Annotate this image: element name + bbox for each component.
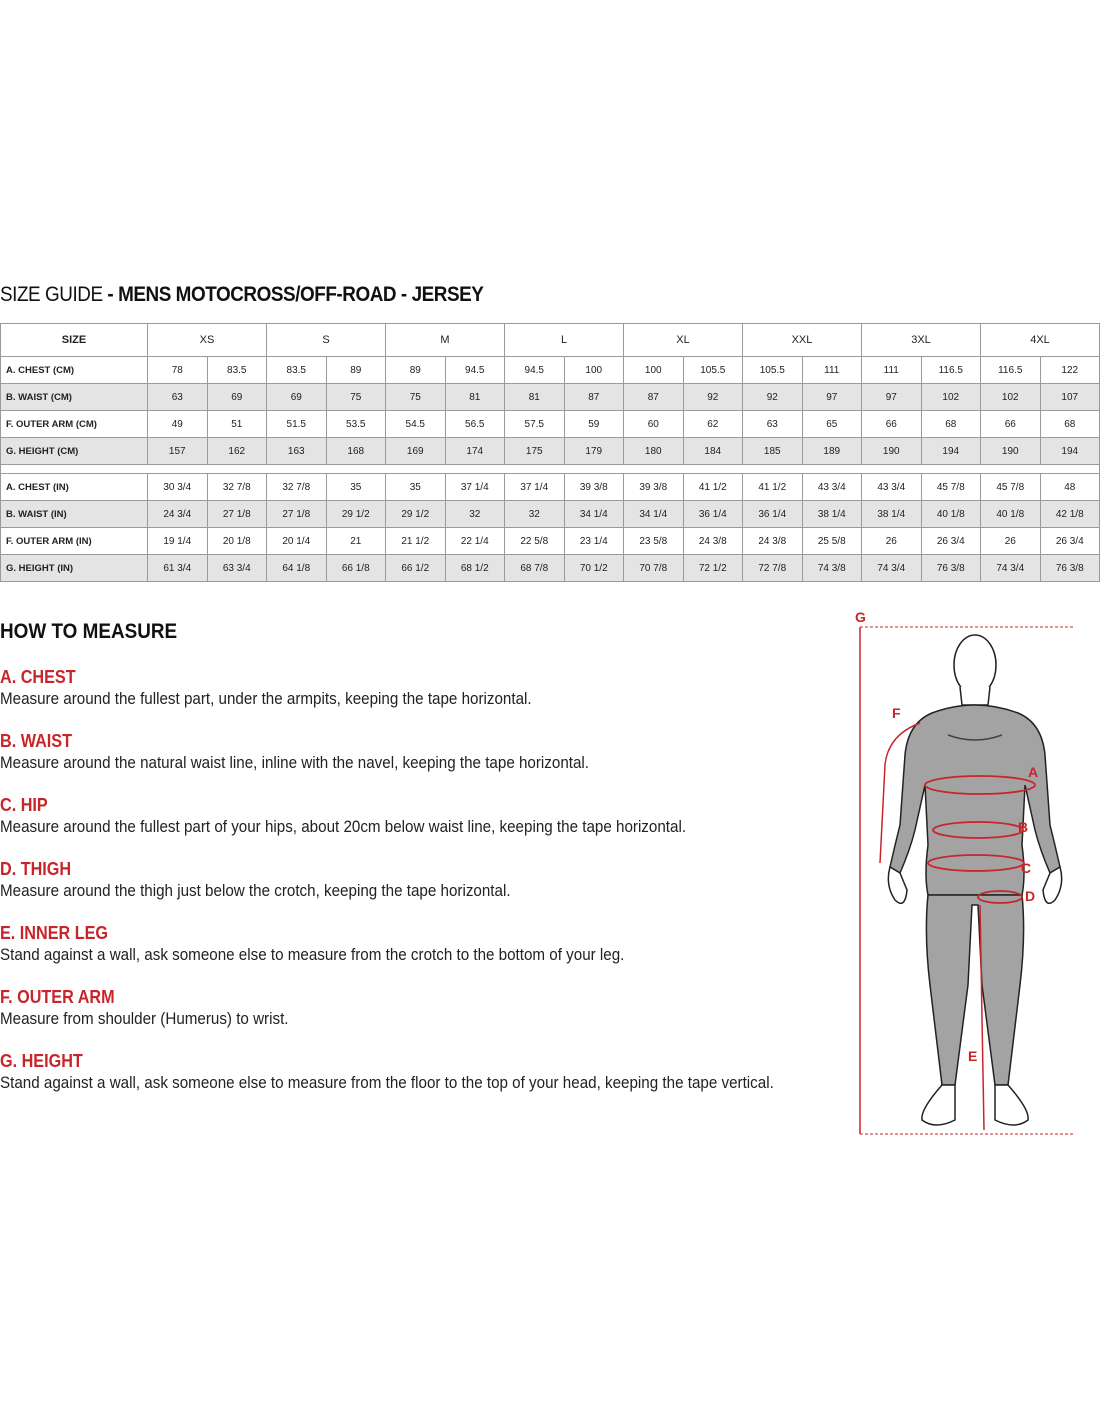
table-cell: 116.5 xyxy=(981,357,1041,384)
table-row xyxy=(1,384,1100,411)
spacer-cell xyxy=(1,465,1100,474)
title-prefix: SIZE GUIDE xyxy=(0,283,103,306)
table-cell: 62 xyxy=(683,411,743,438)
table-cell: 35 xyxy=(386,474,446,501)
table-cell: 32 7/8 xyxy=(207,474,267,501)
table-cell: 26 3/4 xyxy=(1040,528,1100,555)
table-cell: 102 xyxy=(921,384,981,411)
table-cell: 189 xyxy=(802,438,862,465)
measure-section-heading: D. THIGH xyxy=(0,859,72,879)
table-cell: 60 xyxy=(624,411,684,438)
table-row xyxy=(1,528,1100,555)
table-cell: 107 xyxy=(1040,384,1100,411)
table-cell: 38 1/4 xyxy=(802,501,862,528)
table-cell: 34 1/4 xyxy=(624,501,684,528)
row-label: A. CHEST (IN) xyxy=(1,474,148,501)
table-cell: 24 3/4 xyxy=(148,501,208,528)
table-cell: 32 xyxy=(445,501,505,528)
measure-section xyxy=(0,730,840,774)
table-cell: 63 3/4 xyxy=(207,555,267,582)
table-cell: 51.5 xyxy=(267,411,327,438)
table-cell: 157 xyxy=(148,438,208,465)
size-header-label: SIZE xyxy=(1,324,148,357)
table-cell: 105.5 xyxy=(743,357,803,384)
row-label: F. OUTER ARM (IN) xyxy=(1,528,148,555)
measure-section xyxy=(0,794,840,838)
table-cell: 87 xyxy=(564,384,624,411)
table-cell: 83.5 xyxy=(207,357,267,384)
table-cell: 37 1/4 xyxy=(505,474,565,501)
table-cell: 23 5/8 xyxy=(624,528,684,555)
table-cell: 66 xyxy=(862,411,922,438)
body-measurement-figure xyxy=(850,605,1100,1145)
table-cell: 87 xyxy=(624,384,684,411)
table-cell: 69 xyxy=(267,384,327,411)
table-cell: 78 xyxy=(148,357,208,384)
measure-section xyxy=(0,858,840,902)
table-cell: 29 1/2 xyxy=(386,501,446,528)
table-cell: 20 1/8 xyxy=(207,528,267,555)
table-cell: 68 1/2 xyxy=(445,555,505,582)
table-cell: 61 3/4 xyxy=(148,555,208,582)
table-row xyxy=(1,555,1100,582)
label-e: E xyxy=(968,1048,978,1064)
table-cell: 35 xyxy=(326,474,386,501)
table-cell: 184 xyxy=(683,438,743,465)
table-cell: 21 xyxy=(326,528,386,555)
table-cell: 32 xyxy=(505,501,565,528)
row-label: G. HEIGHT (CM) xyxy=(1,438,148,465)
table-row xyxy=(1,357,1100,384)
size-header-cell: S xyxy=(267,324,386,357)
table-cell: 37 1/4 xyxy=(445,474,505,501)
table-cell: 74 3/4 xyxy=(862,555,922,582)
table-cell: 174 xyxy=(445,438,505,465)
table-cell: 100 xyxy=(624,357,684,384)
row-label: B. WAIST (IN) xyxy=(1,501,148,528)
table-cell: 53.5 xyxy=(326,411,386,438)
table-cell: 194 xyxy=(921,438,981,465)
table-cell: 72 7/8 xyxy=(743,555,803,582)
table-cell: 92 xyxy=(743,384,803,411)
table-cell: 194 xyxy=(1040,438,1100,465)
table-cell: 122 xyxy=(1040,357,1100,384)
table-cell: 83.5 xyxy=(267,357,327,384)
table-cell: 89 xyxy=(386,357,446,384)
measure-section-description: Stand against a wall, ask someone else to measure from the floor to the top of your head, keeping the tape vertical. xyxy=(0,1074,774,1092)
label-f: F xyxy=(892,705,901,721)
table-cell: 68 xyxy=(1040,411,1100,438)
table-cell: 26 xyxy=(981,528,1041,555)
table-cell: 76 3/8 xyxy=(921,555,981,582)
table-cell: 97 xyxy=(802,384,862,411)
table-cell: 70 1/2 xyxy=(564,555,624,582)
table-cell: 57.5 xyxy=(505,411,565,438)
table-cell: 100 xyxy=(564,357,624,384)
table-cell: 111 xyxy=(802,357,862,384)
table-cell: 63 xyxy=(148,384,208,411)
table-cell: 54.5 xyxy=(386,411,446,438)
label-d: D xyxy=(1025,888,1036,904)
row-label: F. OUTER ARM (CM) xyxy=(1,411,148,438)
table-cell: 69 xyxy=(207,384,267,411)
table-row xyxy=(1,438,1100,465)
table-cell: 41 1/2 xyxy=(743,474,803,501)
table-row xyxy=(1,411,1100,438)
measure-section-heading: B. WAIST xyxy=(0,731,72,751)
measure-section-description: Measure around the thigh just below the crotch, keeping the tape horizontal. xyxy=(0,882,511,900)
table-cell: 111 xyxy=(862,357,922,384)
label-c: C xyxy=(1021,860,1032,876)
size-header-cell: L xyxy=(505,324,624,357)
page-title xyxy=(0,283,483,307)
measure-section-heading: E. INNER LEG xyxy=(0,923,109,943)
table-cell: 175 xyxy=(505,438,565,465)
table-cell: 42 1/8 xyxy=(1040,501,1100,528)
table-cell: 89 xyxy=(326,357,386,384)
table-cell: 30 3/4 xyxy=(148,474,208,501)
measure-section-heading: A. CHEST xyxy=(0,667,76,687)
table-cell: 163 xyxy=(267,438,327,465)
table-cell: 81 xyxy=(445,384,505,411)
size-header-cell: 4XL xyxy=(981,324,1100,357)
table-cell: 45 7/8 xyxy=(921,474,981,501)
table-cell: 190 xyxy=(981,438,1041,465)
table-cell: 75 xyxy=(326,384,386,411)
size-header-cell: XL xyxy=(624,324,743,357)
table-cell: 43 3/4 xyxy=(862,474,922,501)
table-cell: 27 1/8 xyxy=(267,501,327,528)
table-cell: 36 1/4 xyxy=(743,501,803,528)
measure-section-description: Stand against a wall, ask someone else to measure from the crotch to the bottom of your leg. xyxy=(0,946,625,964)
table-cell: 190 xyxy=(862,438,922,465)
table-cell: 102 xyxy=(981,384,1041,411)
label-b: B xyxy=(1018,819,1029,835)
size-header-cell: XS xyxy=(148,324,267,357)
table-cell: 22 1/4 xyxy=(445,528,505,555)
row-label: G. HEIGHT (IN) xyxy=(1,555,148,582)
table-cell: 64 1/8 xyxy=(267,555,327,582)
table-cell: 66 1/8 xyxy=(326,555,386,582)
table-cell: 185 xyxy=(743,438,803,465)
measure-section xyxy=(0,666,840,710)
table-cell: 25 5/8 xyxy=(802,528,862,555)
table-cell: 72 1/2 xyxy=(683,555,743,582)
table-cell: 116.5 xyxy=(921,357,981,384)
table-cell: 51 xyxy=(207,411,267,438)
table-cell: 40 1/8 xyxy=(921,501,981,528)
size-table-body xyxy=(1,357,1100,582)
table-cell: 63 xyxy=(743,411,803,438)
table-cell: 26 xyxy=(862,528,922,555)
measure-section-description: Measure around the fullest part, under the armpits, keeping the tape horizontal. xyxy=(0,690,532,708)
table-cell: 38 1/4 xyxy=(862,501,922,528)
table-cell: 68 7/8 xyxy=(505,555,565,582)
table-cell: 179 xyxy=(564,438,624,465)
table-cell: 32 7/8 xyxy=(267,474,327,501)
table-cell: 21 1/2 xyxy=(386,528,446,555)
table-cell: 43 3/4 xyxy=(802,474,862,501)
table-cell: 81 xyxy=(505,384,565,411)
label-a: A xyxy=(1028,764,1039,780)
measure-section-heading: C. HIP xyxy=(0,795,48,815)
how-to-measure-heading: HOW TO MEASURE xyxy=(0,620,178,643)
table-cell: 68 xyxy=(921,411,981,438)
table-cell: 74 3/4 xyxy=(981,555,1041,582)
table-cell: 27 1/8 xyxy=(207,501,267,528)
table-cell: 76 3/8 xyxy=(1040,555,1100,582)
measure-section xyxy=(0,922,840,966)
measure-section-description: Measure around the natural waist line, inline with the navel, keeping the tape horizontal. xyxy=(0,754,590,772)
table-cell: 24 3/8 xyxy=(683,528,743,555)
table-cell: 180 xyxy=(624,438,684,465)
row-label: B. WAIST (CM) xyxy=(1,384,148,411)
table-cell: 92 xyxy=(683,384,743,411)
table-row xyxy=(1,474,1100,501)
table-cell: 94.5 xyxy=(445,357,505,384)
size-header-cell: 3XL xyxy=(862,324,981,357)
measure-section xyxy=(0,986,840,1030)
size-table xyxy=(0,323,1100,582)
table-spacer-row xyxy=(1,465,1100,474)
table-cell: 66 xyxy=(981,411,1041,438)
size-header-cell: XXL xyxy=(743,324,862,357)
measure-section-description: Measure from shoulder (Humerus) to wrist. xyxy=(0,1010,289,1028)
title-main: - MENS MOTOCROSS/OFF-ROAD - JERSEY xyxy=(102,283,484,306)
measure-section-description: Measure around the fullest part of your hips, about 20cm below waist line, keeping the tape horizontal. xyxy=(0,818,687,836)
table-cell: 29 1/2 xyxy=(326,501,386,528)
table-cell: 162 xyxy=(207,438,267,465)
table-cell: 74 3/8 xyxy=(802,555,862,582)
table-cell: 169 xyxy=(386,438,446,465)
size-header-row xyxy=(1,324,1100,357)
table-cell: 36 1/4 xyxy=(683,501,743,528)
table-cell: 20 1/4 xyxy=(267,528,327,555)
label-g: G xyxy=(855,609,866,625)
measure-section-heading: F. OUTER ARM xyxy=(0,987,115,1007)
table-cell: 39 3/8 xyxy=(624,474,684,501)
measure-section-heading: G. HEIGHT xyxy=(0,1051,83,1071)
table-cell: 75 xyxy=(386,384,446,411)
table-cell: 56.5 xyxy=(445,411,505,438)
table-cell: 59 xyxy=(564,411,624,438)
table-cell: 168 xyxy=(326,438,386,465)
table-cell: 23 1/4 xyxy=(564,528,624,555)
table-cell: 66 1/2 xyxy=(386,555,446,582)
table-cell: 34 1/4 xyxy=(564,501,624,528)
table-cell: 105.5 xyxy=(683,357,743,384)
table-cell: 40 1/8 xyxy=(981,501,1041,528)
table-cell: 70 7/8 xyxy=(624,555,684,582)
row-label: A. CHEST (CM) xyxy=(1,357,148,384)
table-cell: 26 3/4 xyxy=(921,528,981,555)
table-cell: 65 xyxy=(802,411,862,438)
table-cell: 41 1/2 xyxy=(683,474,743,501)
table-cell: 22 5/8 xyxy=(505,528,565,555)
table-cell: 97 xyxy=(862,384,922,411)
table-cell: 48 xyxy=(1040,474,1100,501)
table-cell: 94.5 xyxy=(505,357,565,384)
table-cell: 19 1/4 xyxy=(148,528,208,555)
table-cell: 45 7/8 xyxy=(981,474,1041,501)
table-cell: 39 3/8 xyxy=(564,474,624,501)
table-cell: 49 xyxy=(148,411,208,438)
table-cell: 24 3/8 xyxy=(743,528,803,555)
size-header-cell: M xyxy=(386,324,505,357)
measure-section xyxy=(0,1050,840,1094)
table-row xyxy=(1,501,1100,528)
